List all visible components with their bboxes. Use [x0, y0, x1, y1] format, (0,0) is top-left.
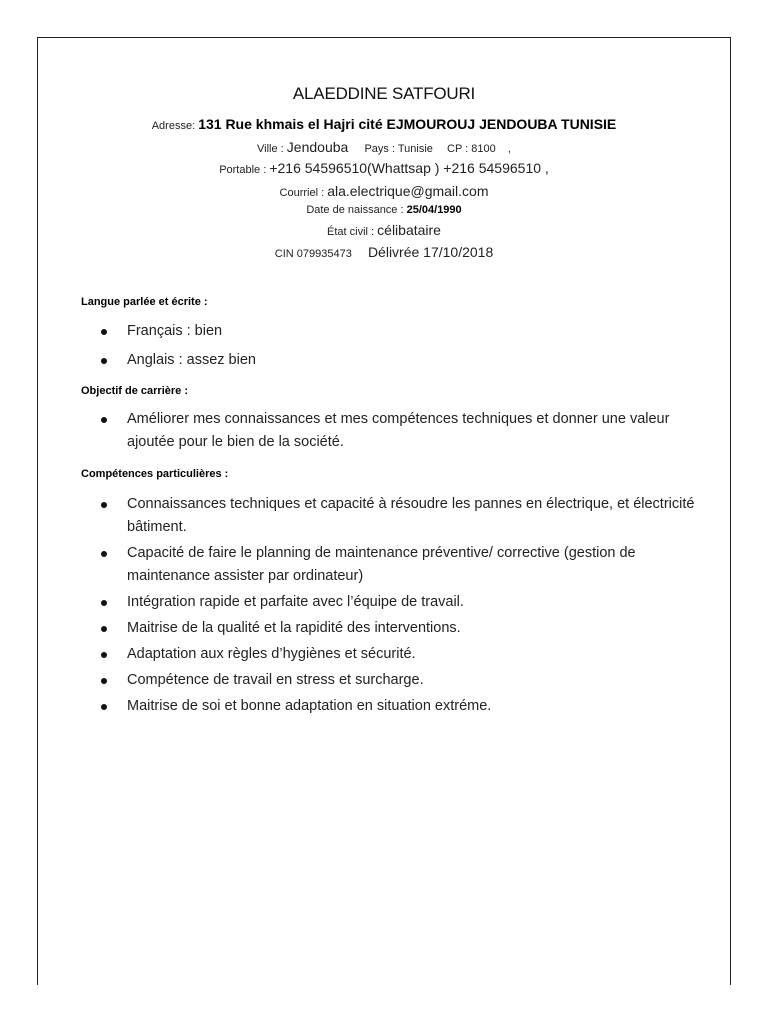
birthdate-line	[37, 204, 731, 216]
city-value: Jendouba	[286, 139, 349, 155]
list-item: Anglais : assez bien	[99, 349, 699, 372]
list-item: Français : bien	[99, 320, 699, 343]
country: Pays : Tunisie	[364, 143, 433, 155]
career-objective-list	[99, 408, 699, 454]
languages-title: Langue parlée et écrite :	[81, 296, 208, 308]
city-label: Ville :	[257, 143, 284, 155]
list-item: Intégration rapide et parfaite avec l’équipe de travail.	[99, 591, 699, 614]
list-item: Maitrise de la qualité et la rapidité des interventions.	[99, 617, 699, 640]
email-value: ala.electrique@gmail.com	[327, 183, 489, 199]
languages-list	[99, 320, 699, 372]
birthdate-value: 25/04/1990	[406, 204, 462, 216]
career-objective-title: Objectif de carrière :	[81, 385, 188, 397]
list-item: Connaissances techniques et capacité à résoudre les pannes en électrique, et électricité bâtiment.	[99, 493, 699, 539]
email-line	[37, 183, 731, 199]
skills-title: Compétences particulières :	[81, 468, 229, 480]
bullet-icon	[101, 502, 107, 508]
bullet-icon	[101, 600, 107, 606]
civil-status-line	[37, 222, 731, 238]
birthdate-label: Date de naissance :	[306, 204, 404, 216]
postal-code-trailing: ,	[507, 143, 511, 155]
bullet-icon	[101, 652, 107, 658]
phone-line	[37, 160, 731, 176]
bullet-icon	[101, 329, 107, 335]
cin-label: CIN 079935473	[274, 248, 352, 260]
id-line	[37, 244, 731, 260]
list-item: Améliorer mes connaissances et mes compétences techniques et donner une valeur ajoutée pour le bien de la société.	[99, 408, 699, 454]
bullet-icon	[101, 626, 107, 632]
list-item: Maitrise de soi et bonne adaptation en situation extréme.	[99, 695, 699, 718]
cin-delivery: Délivrée 17/10/2018	[367, 244, 494, 260]
address-value: 131 Rue khmais el Hajri cité EJMOUROUJ JENDOUBA TUNISIE	[198, 116, 617, 132]
bullet-icon	[101, 417, 107, 423]
phone-value: +216 54596510(Whattsap ) +216 54596510 ,	[269, 160, 549, 176]
list-item: Adaptation aux règles d’hygiènes et sécurité.	[99, 643, 699, 666]
phone-label: Portable :	[219, 164, 267, 176]
email-label: Courriel :	[279, 187, 325, 199]
skills-list	[99, 493, 699, 718]
civil-status-value: célibataire	[377, 222, 441, 238]
cv-name: ALAEDDINE SATFOURI	[292, 84, 476, 103]
postal-code: CP : 8100	[447, 143, 496, 155]
list-item: Capacité de faire le planning de maintenance préventive/ corrective (gestion de maintenance assister par ordinateur)	[99, 542, 699, 588]
bullet-icon	[101, 358, 107, 364]
address-label: Adresse:	[151, 120, 196, 132]
list-item: Compétence de travail en stress et surcharge.	[99, 669, 699, 692]
address-line	[37, 116, 731, 132]
bullet-icon	[101, 678, 107, 684]
bullet-icon	[101, 704, 107, 710]
location-line	[37, 139, 731, 155]
bullet-icon	[101, 551, 107, 557]
civil-status-label: État civil :	[327, 226, 375, 238]
